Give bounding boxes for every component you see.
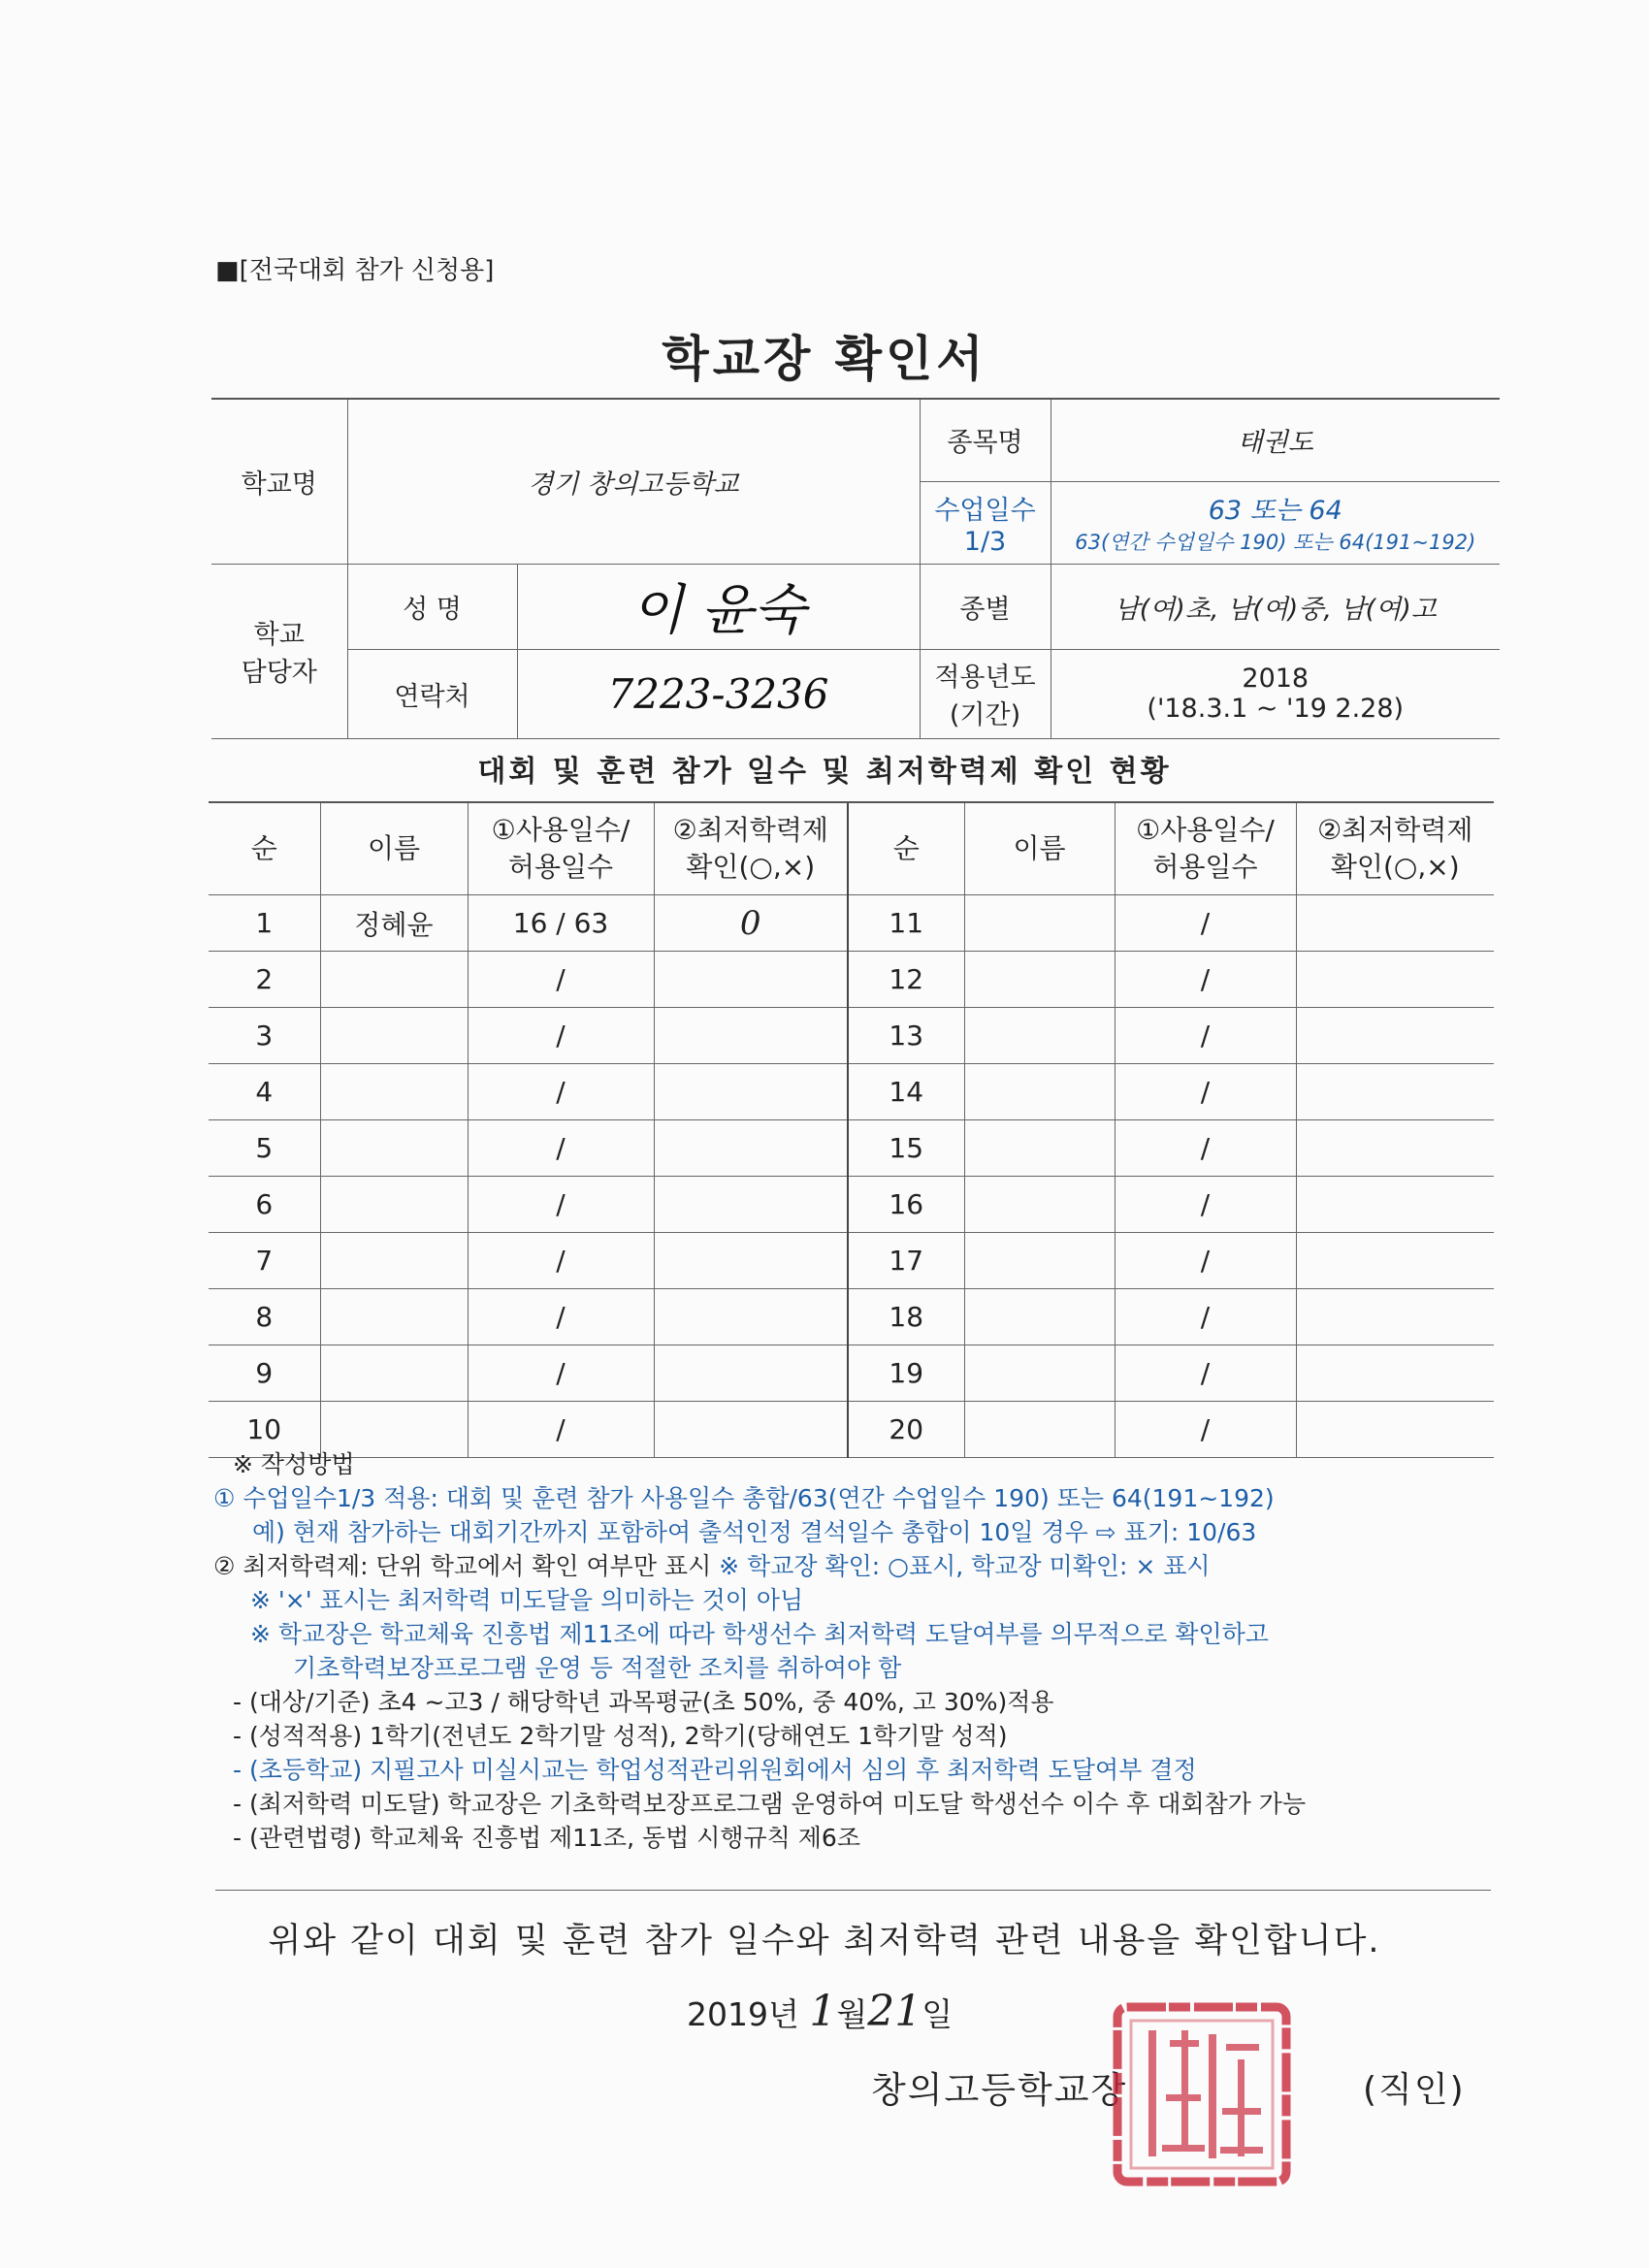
table-row xyxy=(209,1289,1494,1345)
school-name-label: 학교명 xyxy=(211,399,347,564)
form-tag: ■[전국대회 참가 신청용] xyxy=(215,256,495,285)
row-check xyxy=(1296,1289,1494,1345)
row-days: / xyxy=(468,952,654,1008)
year-label: 적용년도 (기간) xyxy=(920,649,1051,738)
signing-date: 2019년 1월21일 xyxy=(687,1987,954,2036)
row-name xyxy=(964,1120,1115,1177)
row-days: / xyxy=(468,1289,654,1345)
principal-title: 창의고등학교장 xyxy=(871,2069,1128,2111)
year-value: 2018 ('18.3.1 ~ '19 2.28) xyxy=(1051,649,1500,738)
row-no: 13 xyxy=(848,1008,964,1064)
col-no-left: 순 xyxy=(209,802,320,895)
row-name xyxy=(964,1008,1115,1064)
row-no: 8 xyxy=(209,1289,320,1345)
table-row xyxy=(209,895,1494,952)
row-days: 16 / 63 xyxy=(468,895,654,952)
row-check xyxy=(1296,1008,1494,1064)
row-check xyxy=(654,952,848,1008)
row-no: 11 xyxy=(848,895,964,952)
row-no: 17 xyxy=(848,1233,964,1289)
page-title: 학교장 확인서 xyxy=(662,331,987,387)
row-check xyxy=(654,1233,848,1289)
row-name xyxy=(320,1345,468,1402)
row-name xyxy=(964,1345,1115,1402)
header-table xyxy=(211,398,1500,739)
row-days: / xyxy=(1115,1289,1296,1345)
row-days: / xyxy=(1115,1064,1296,1120)
seal-label: (직인) xyxy=(1363,2070,1466,2110)
row-no: 3 xyxy=(209,1008,320,1064)
row-days: / xyxy=(1115,1120,1296,1177)
row-name xyxy=(320,1177,468,1233)
table-row xyxy=(209,1064,1494,1120)
row-check: 0 xyxy=(654,895,848,952)
row-name xyxy=(320,1120,468,1177)
school-name-value: 경기 창의고등학교 xyxy=(347,399,920,564)
event-label: 종목명 xyxy=(920,399,1051,481)
row-days: / xyxy=(1115,895,1296,952)
note-2: ② 최저학력제: 단위 학교에서 확인 여부만 표시 ※ 학교장 확인: ○표시, 학교장 미확인: × 표시 xyxy=(213,1552,1211,1580)
table-row xyxy=(209,1233,1494,1289)
row-check xyxy=(1296,1345,1494,1402)
row-name xyxy=(964,1233,1115,1289)
row-no: 9 xyxy=(209,1345,320,1402)
notes-heading: ※ 작성방법 xyxy=(233,1450,355,1478)
row-name xyxy=(964,1064,1115,1120)
phone-value-handwritten: 7223-3236 xyxy=(517,649,920,738)
detail-4: - (최저학력 미도달) 학교장은 기초학력보장프로그램 운영하여 미도달 학생선수 이수 후 대회참가 가능 xyxy=(233,1790,1307,1818)
row-name xyxy=(320,1233,468,1289)
note-3: ※ '×' 표시는 최저학력 미도달을 의미하는 것이 아님 xyxy=(250,1586,804,1614)
detail-5: - (관련법령) 학교체육 진흥법 제11조, 동법 시행규칙 제6조 xyxy=(233,1824,860,1852)
row-name xyxy=(964,1289,1115,1345)
col-name-left: 이름 xyxy=(320,802,468,895)
row-name xyxy=(320,952,468,1008)
row-no: 19 xyxy=(848,1345,964,1402)
row-no: 12 xyxy=(848,952,964,1008)
row-days: / xyxy=(468,1064,654,1120)
row-name xyxy=(320,1064,468,1120)
row-days: / xyxy=(468,1345,654,1402)
row-days: / xyxy=(468,1008,654,1064)
row-no: 10 xyxy=(209,1402,320,1458)
section-title: 대회 및 훈련 참가 일수 및 최저학력제 확인 현황 xyxy=(477,755,1172,789)
row-check xyxy=(654,1289,848,1345)
row-check xyxy=(1296,1177,1494,1233)
note-1-example: 예) 현재 참가하는 대회기간까지 포함하여 출석인정 결석일수 총합이 10일 경우 ⇨ 표기: 10/63 xyxy=(252,1518,1257,1546)
row-check xyxy=(654,1345,848,1402)
row-days: / xyxy=(1115,1233,1296,1289)
row-check xyxy=(654,1008,848,1064)
confirmation-statement: 위와 같이 대회 및 훈련 참가 일수와 최저학력 관련 내용을 확인합니다. xyxy=(268,1922,1381,1960)
row-check xyxy=(1296,1120,1494,1177)
row-check xyxy=(654,1177,848,1233)
row-check xyxy=(1296,1233,1494,1289)
detail-1: - (대상/기준) 초4 ~고3 / 해당학년 과목평균(초 50%, 중 40%, 고 30%)적용 xyxy=(233,1688,1054,1716)
col-no-right: 순 xyxy=(848,802,964,895)
col-days-left: ①사용일수/ 허용일수 xyxy=(468,802,654,895)
row-days: / xyxy=(468,1120,654,1177)
participation-table xyxy=(209,801,1494,1458)
row-no: 18 xyxy=(848,1289,964,1345)
row-no: 6 xyxy=(209,1177,320,1233)
row-no: 15 xyxy=(848,1120,964,1177)
row-check xyxy=(1296,1064,1494,1120)
row-days: / xyxy=(1115,1402,1296,1458)
class-days-label: 수업일수 1/3 xyxy=(920,481,1051,564)
row-days: / xyxy=(1115,1008,1296,1064)
row-no: 20 xyxy=(848,1402,964,1458)
col-check-left: ②최저학력제 확인(○,×) xyxy=(654,802,848,895)
row-days: / xyxy=(1115,1345,1296,1402)
table-row xyxy=(209,1177,1494,1233)
table-row xyxy=(209,1120,1494,1177)
name-value-handwritten: 이 윤숙 xyxy=(517,564,920,649)
row-no: 16 xyxy=(848,1177,964,1233)
note-4-cont: 기초학력보장프로그램 운영 등 적절한 조치를 취하여야 함 xyxy=(293,1654,902,1682)
row-name xyxy=(320,1289,468,1345)
table-row xyxy=(209,1008,1494,1064)
row-no: 1 xyxy=(209,895,320,952)
col-name-right: 이름 xyxy=(964,802,1115,895)
detail-2: - (성적적용) 1학기(전년도 2학기말 성적), 2학기(당해연도 1학기말 성적) xyxy=(233,1722,1008,1750)
row-check xyxy=(1296,895,1494,952)
row-no: 4 xyxy=(209,1064,320,1120)
row-check xyxy=(1296,952,1494,1008)
contact-person-label: 학교 담당자 xyxy=(211,564,347,738)
row-days: / xyxy=(468,1233,654,1289)
detail-3: - (초등학교) 지필고사 미실시교는 학업성적관리위원회에서 심의 후 최저학력 도달여부 결정 xyxy=(233,1756,1197,1784)
row-no: 5 xyxy=(209,1120,320,1177)
row-no: 7 xyxy=(209,1233,320,1289)
row-name xyxy=(964,952,1115,1008)
event-value: 태권도 xyxy=(1051,399,1500,481)
row-name xyxy=(964,895,1115,952)
row-no: 2 xyxy=(209,952,320,1008)
row-days: / xyxy=(1115,952,1296,1008)
table-row xyxy=(209,1345,1494,1402)
note-1: ① 수업일수1/3 적용: 대회 및 훈련 참가 사용일수 총합/63(연간 수업일수 190) 또는 64(191~192) xyxy=(213,1484,1275,1512)
phone-label: 연락처 xyxy=(347,649,517,738)
col-check-right: ②최저학력제 확인(○,×) xyxy=(1296,802,1494,895)
row-name xyxy=(964,1177,1115,1233)
row-days: / xyxy=(468,1402,654,1458)
class-days-value: 63 또는 64 63(연간 수업일수 190) 또는 64(191~192) xyxy=(1051,481,1500,564)
row-no: 14 xyxy=(848,1064,964,1120)
col-days-right: ①사용일수/ 허용일수 xyxy=(1115,802,1296,895)
table-row xyxy=(209,952,1494,1008)
note-4: ※ 학교장은 학교체육 진흥법 제11조에 따라 학생선수 최저학력 도달여부를 의무적으로 확인하고 xyxy=(250,1620,1269,1648)
row-name: 정혜윤 xyxy=(320,895,468,952)
category-label: 종별 xyxy=(920,564,1051,649)
row-days: / xyxy=(468,1177,654,1233)
row-name xyxy=(320,1008,468,1064)
divider xyxy=(215,1890,1491,1891)
instructions xyxy=(213,1447,1504,1855)
row-check xyxy=(654,1120,848,1177)
row-check xyxy=(654,1064,848,1120)
row-days: / xyxy=(1115,1177,1296,1233)
official-seal-stamp xyxy=(1112,2001,1292,2187)
category-value: 남(여)초, 남(여)중, 남(여)고 xyxy=(1051,564,1500,649)
name-label: 성 명 xyxy=(347,564,517,649)
